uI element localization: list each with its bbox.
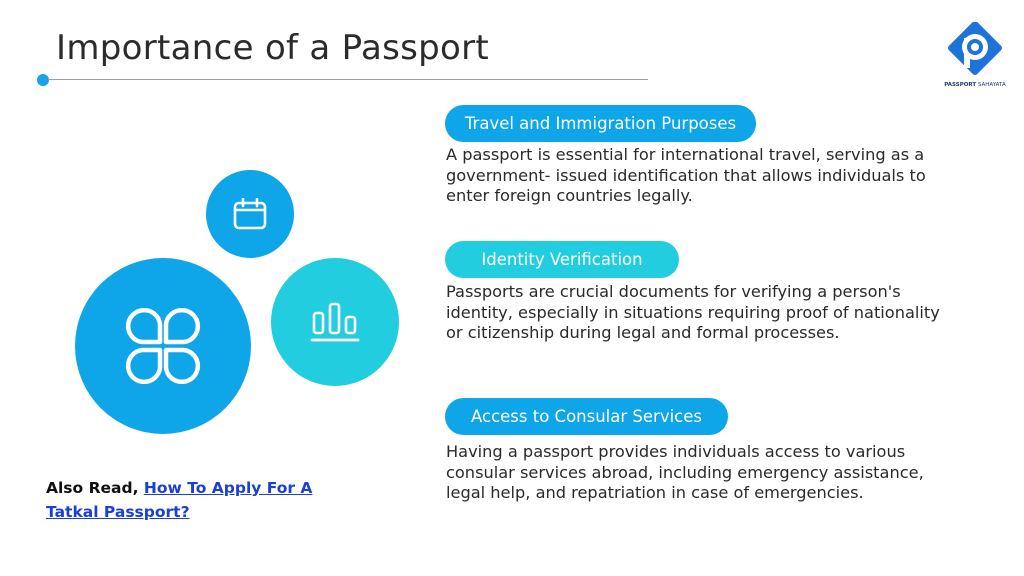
consular-services-text: Having a passport provides individuals access to various consular services abroad, including emergency assistance, legal help, and repatriation in case of emergencies. — [446, 442, 924, 503]
slide-title: Importance of a Passport — [56, 28, 489, 68]
travel-immigration-text: A passport is essential for international travel, serving as a government- issued identification that allows individuals to enter foreign countries legally. — [446, 145, 926, 206]
passport-sahayata-logo — [940, 22, 1010, 94]
clover-grid-icon — [124, 308, 202, 384]
also-read-prefix: Also Read, — [46, 479, 139, 497]
also-read-block — [46, 476, 346, 524]
title-rule-line — [48, 79, 648, 80]
identity-verification-text: Passports are crucial documents for verifying a person's identity, especially in situations requiring proof of nationality or citizenship during legal and formal processes. — [446, 282, 940, 343]
consular-services-heading: Access to Consular Services — [445, 398, 728, 435]
bar-chart-icon — [310, 300, 360, 344]
tatkal-passport-link[interactable]: How To Apply For A Tatkal Passport? — [46, 479, 313, 521]
calendar-circle — [206, 170, 294, 258]
calendar-icon — [233, 198, 267, 230]
travel-immigration-heading: Travel and Immigration Purposes — [445, 105, 756, 142]
logo-diamond-icon — [947, 22, 1003, 80]
title-rule-dot — [37, 74, 49, 86]
bar-chart-circle — [271, 258, 399, 386]
logo-wordmark: PASSPORT SAHAYATA — [944, 82, 1006, 88]
identity-verification-heading: Identity Verification — [445, 241, 679, 278]
clover-circle — [75, 258, 251, 434]
